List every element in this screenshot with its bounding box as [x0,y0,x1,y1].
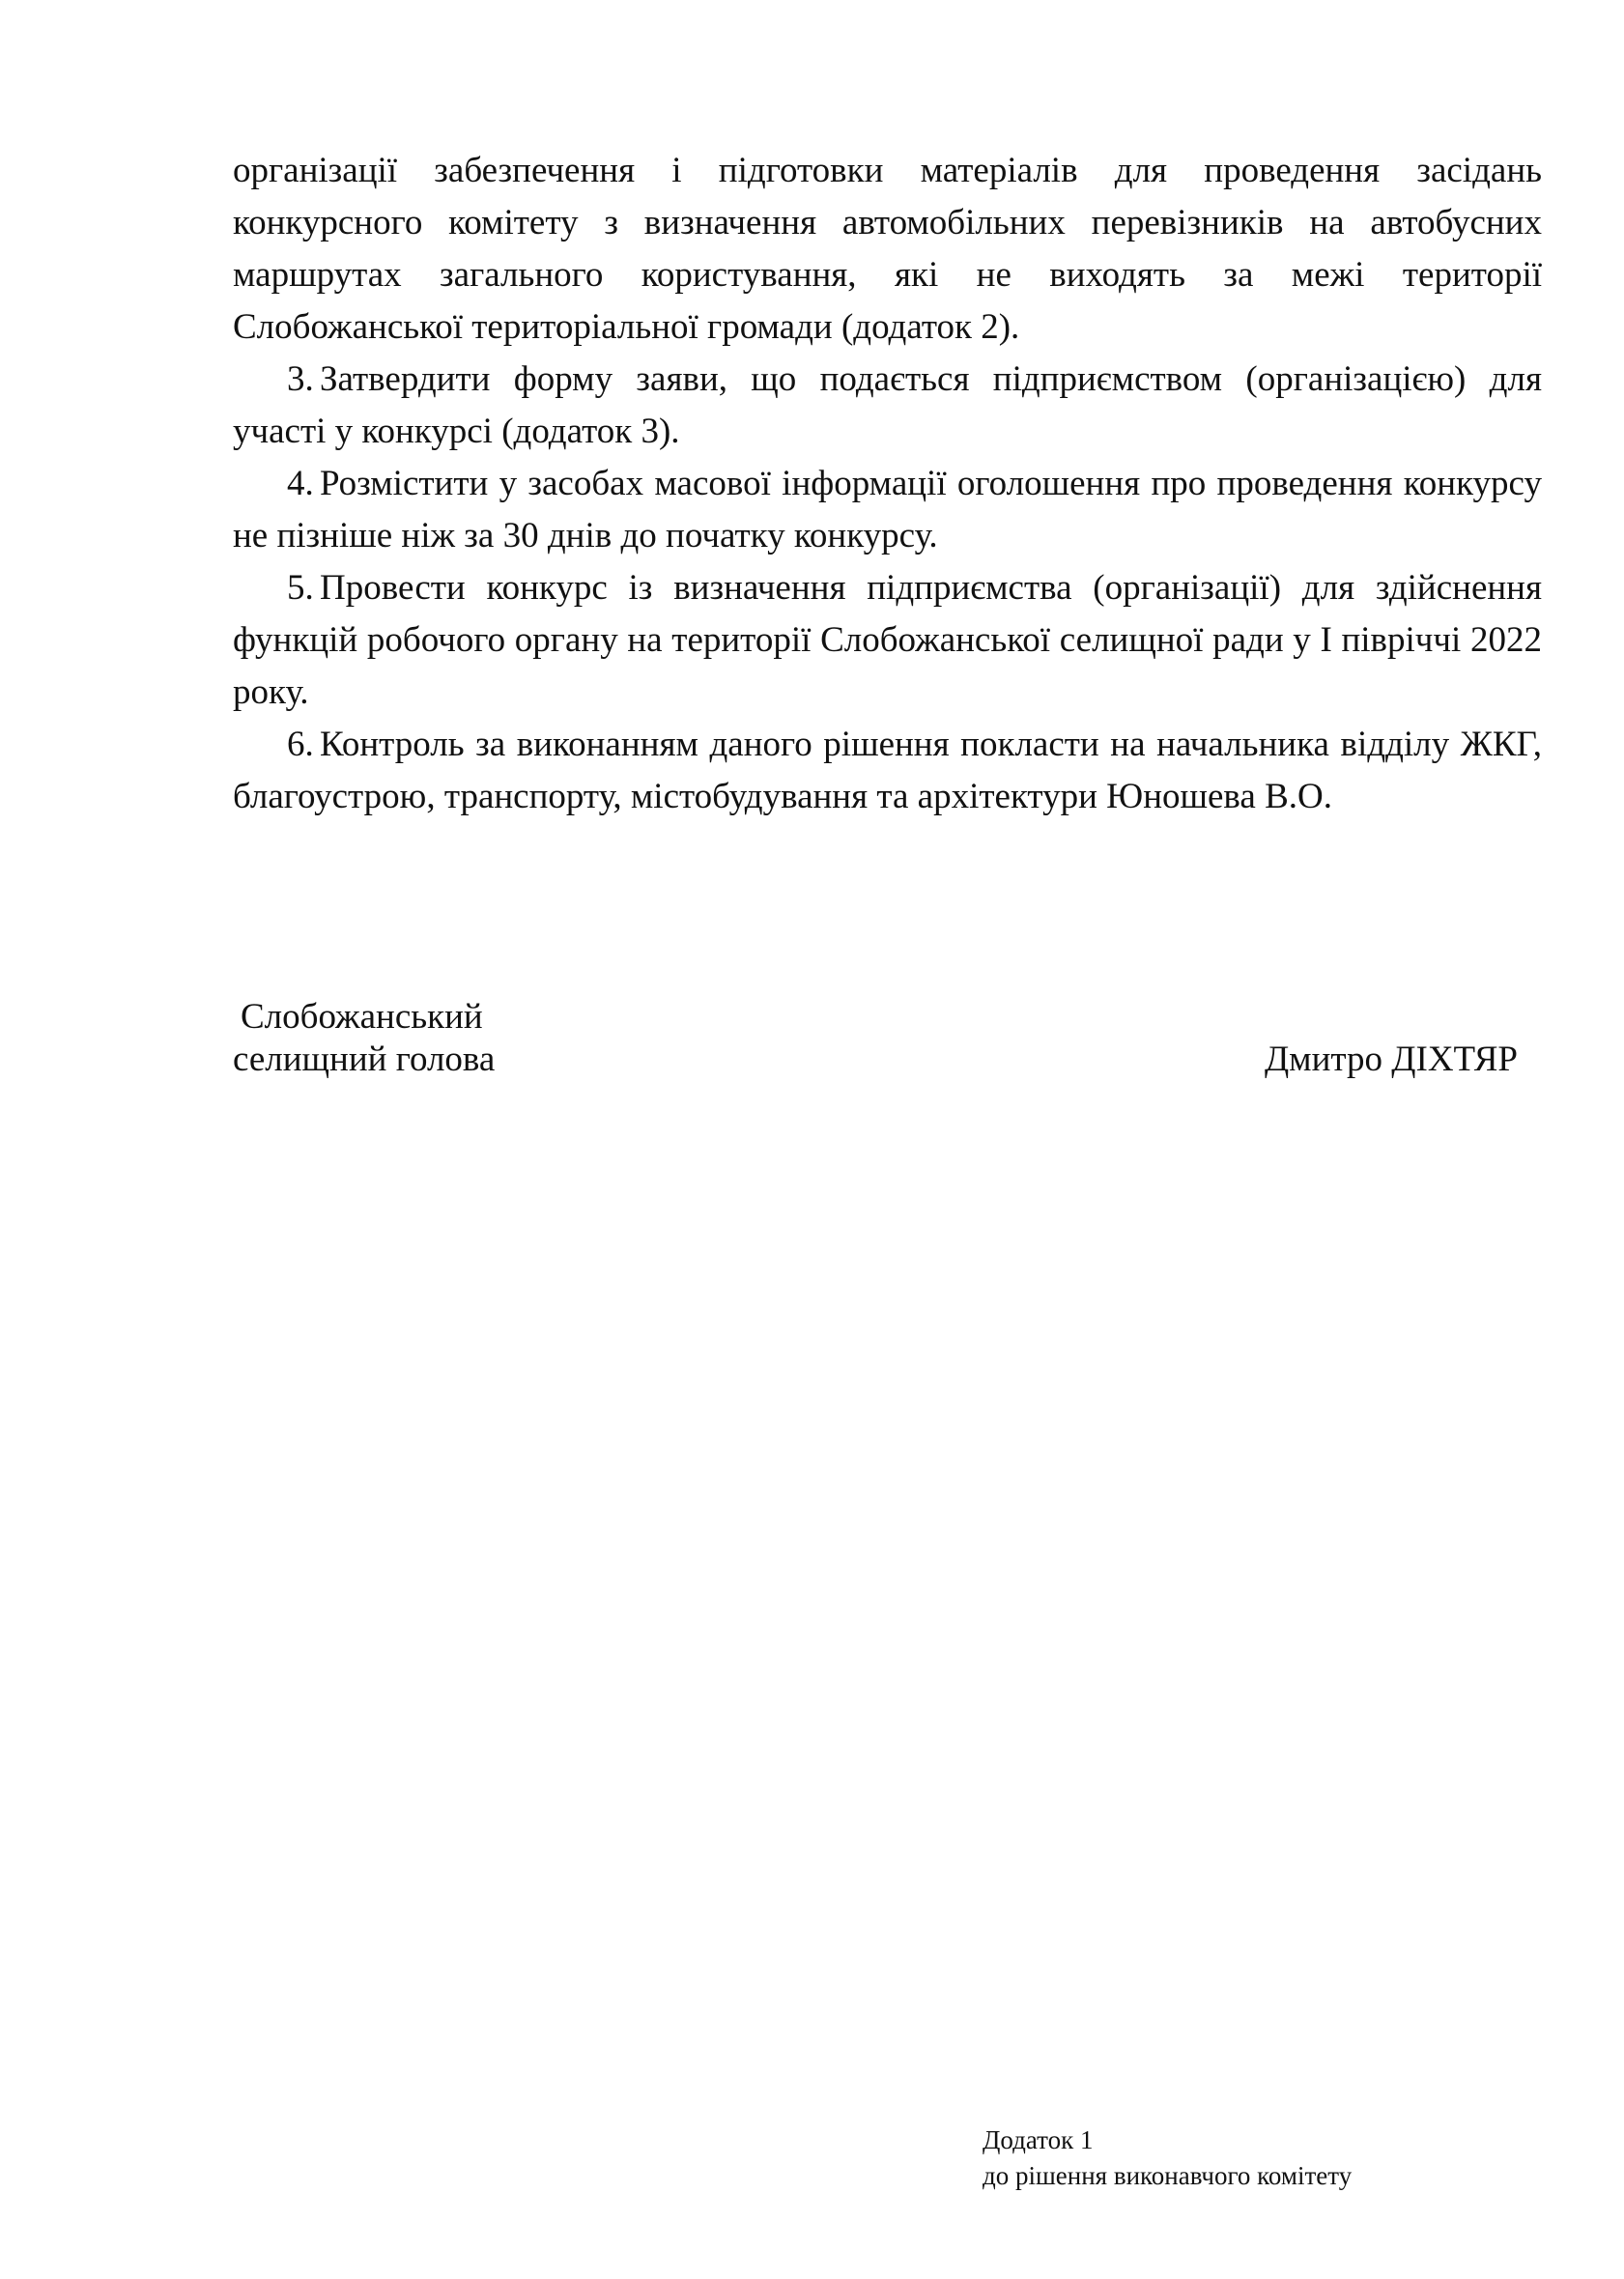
item-text: Контроль за виконанням даного рішення покласти на начальника відділу ЖКГ, благоустрою, транспорту, містобудування та архітектури Юношева В.О. [233,725,1542,816]
document-body [233,145,1542,823]
item-text: Затвердити форму заяви, що подається підприємством (організацією) для участі у конкурсі (додаток 3). [233,359,1542,451]
list-item-3 [233,354,1542,458]
signature-block [233,996,1518,1081]
list-item-4 [233,458,1542,562]
item-text: Провести конкурс із визначення підприємства (організації) для здійснення функцій робочого органу на території Слобожанської селищної ради у І півріччі 2022 року. [233,568,1542,712]
appendix-label: Додаток 1 [983,2125,1094,2154]
item-number: 4. [287,464,314,503]
list-item-5 [233,562,1542,719]
signatory-title-line2: селищний голова [233,1040,496,1079]
list-item-6 [233,719,1542,823]
item-number: 5. [287,568,314,608]
intro-paragraph: організації забезпечення і підготовки матеріалів для проведення засідань конкурсного комітету з визначення автомобільних перевізників на автобусних маршрутах загального користування, які не виходять за межі території Слобожанської територіальної громади (додаток 2). [233,151,1542,347]
appendix-note [983,2122,1352,2194]
item-number: 6. [287,725,314,764]
appendix-reference: до рішення виконавчого комітету [983,2161,1353,2190]
signatory-title-line1: Слобожанський [241,997,483,1037]
signatory-name: Дмитро ДІХТЯР [1264,1040,1518,1079]
item-text: Розмістити у засобах масової інформації оголошення про проведення конкурсу не пізніше ніж за 30 днів до початку конкурсу. [233,464,1542,556]
item-number: 3. [287,359,314,399]
